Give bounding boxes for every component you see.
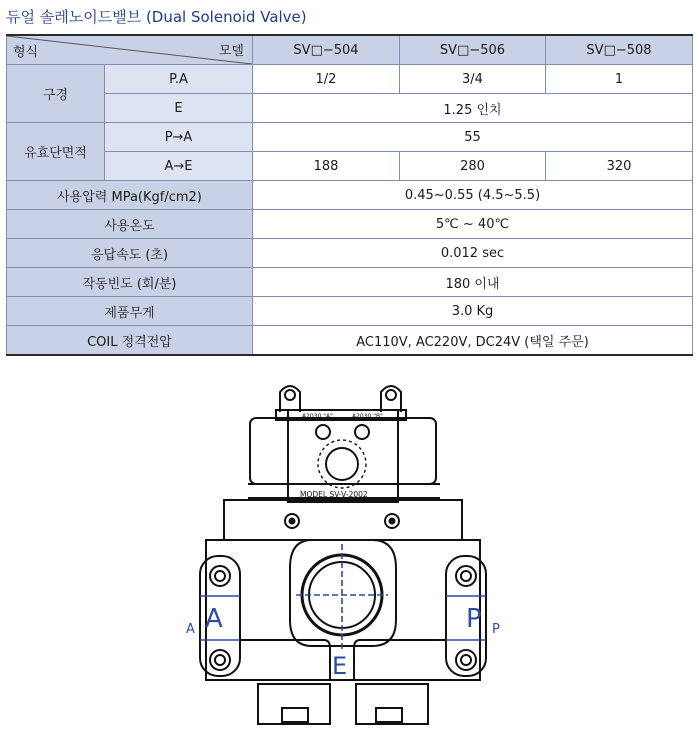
row-label-weight: 제품무게: [7, 297, 253, 326]
table-row: [7, 123, 693, 152]
table-corner-cell: [7, 35, 253, 65]
bottom-slot-left: [282, 708, 308, 722]
port-a-small-label: A: [186, 622, 195, 637]
flange-bolt-tl: [210, 566, 230, 586]
sub-label-pa: P.A: [105, 65, 253, 94]
sub-label-e: E: [105, 94, 253, 123]
table-cell: 320: [546, 152, 693, 181]
upper-body: [224, 500, 462, 540]
sub-label-a-to-e: A→E: [105, 152, 253, 181]
lug-hole-right: [386, 390, 396, 400]
page-title: 듀얼 솔레노이드밸브 (Dual Solenoid Valve): [6, 8, 307, 26]
table-row: [7, 297, 693, 326]
upper-bolt-right-center: [390, 519, 395, 524]
port-a-label: A: [205, 604, 223, 634]
table-row: [7, 210, 693, 239]
table-cell: 5℃ ~ 40℃: [253, 210, 693, 239]
table-row: [7, 65, 693, 94]
flange-bolt-br: [456, 650, 476, 670]
row-label-temperature: 사용온도: [7, 210, 253, 239]
table-row: [7, 268, 693, 297]
table-row: [7, 94, 693, 123]
table-cell: 188: [253, 152, 400, 181]
plate-label-left: A2030 "A": [302, 413, 333, 420]
table-cell: 180 이내: [253, 268, 693, 297]
flange-bolt-tr-inner: [461, 571, 471, 581]
row-label-coil: COIL 정격전압: [7, 326, 253, 356]
row-label-pressure: 사용압력 MPa(Kgf/cm2): [7, 181, 253, 210]
bottom-block-right: [356, 684, 428, 724]
plate-center-port: [326, 448, 358, 480]
row-label-diameter: 구경: [7, 65, 105, 123]
table-row: [7, 326, 693, 356]
table-cell: 1/2: [253, 65, 400, 94]
lug-hole-left: [285, 390, 295, 400]
sub-label-p-to-a: P→A: [105, 123, 253, 152]
valve-drawing: [0, 370, 697, 734]
port-p-small-label: P: [492, 622, 500, 637]
table-cell: 0.45~0.55 (4.5~5.5): [253, 181, 693, 210]
plate-label-right: A2030 "B": [352, 413, 383, 420]
table-cell: 3/4: [400, 65, 546, 94]
corner-row-label: 형식: [13, 45, 39, 60]
row-label-frequency: 작동빈도 (회/분): [7, 268, 253, 297]
table-cell: 0.012 sec: [253, 239, 693, 268]
port-e-label: E: [332, 652, 348, 680]
table-cell: 55: [253, 123, 693, 152]
row-label-effective-area: 유효단면적: [7, 123, 105, 181]
coil-body: [250, 418, 436, 484]
table-row: [7, 152, 693, 181]
table-header-row: [7, 35, 693, 65]
port-p-label: P: [466, 604, 482, 634]
flange-bolt-tr: [456, 566, 476, 586]
table-cell: 1: [546, 65, 693, 94]
model-header: SV□−508: [546, 35, 693, 65]
model-header: SV□−506: [400, 35, 546, 65]
table-cell: 280: [400, 152, 546, 181]
model-header: SV□−504: [253, 35, 400, 65]
table-cell: 1.25 인치: [253, 94, 693, 123]
plate-screw-left: [316, 425, 330, 439]
table-row: [7, 239, 693, 268]
flange-bolt-tl-inner: [215, 571, 225, 581]
table-row: [7, 181, 693, 210]
flange-bolt-bl-inner: [215, 655, 225, 665]
plate-screw-right: [355, 425, 369, 439]
table-cell: AC110V, AC220V, DC24V (택일 주문): [253, 326, 693, 356]
model-label: MODEL SV-V-2002: [300, 490, 368, 499]
upper-bolt-left-center: [290, 519, 295, 524]
flange-bolt-bl: [210, 650, 230, 670]
diagonal-divider: [7, 36, 252, 64]
corner-col-label: 모델: [218, 44, 244, 59]
spec-table: [6, 34, 693, 356]
table-cell: 3.0 Kg: [253, 297, 693, 326]
bottom-block-left: [258, 684, 330, 724]
bottom-slot-right: [376, 708, 402, 722]
flange-bolt-br-inner: [461, 655, 471, 665]
row-label-response: 응답속도 (초): [7, 239, 253, 268]
